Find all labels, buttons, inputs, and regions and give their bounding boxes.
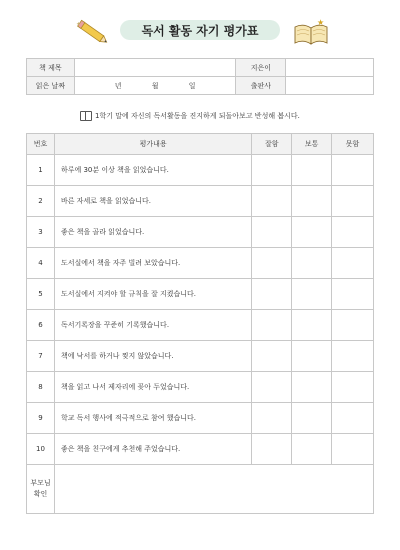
table-row <box>27 186 374 217</box>
parent-check-label <box>27 465 55 514</box>
parent-check-row <box>27 465 374 514</box>
good-check-cell[interactable] <box>252 310 292 341</box>
row-number: 9 <box>27 403 55 434</box>
svg-text:✦: ✦ <box>76 21 82 28</box>
good-check-cell[interactable] <box>252 248 292 279</box>
instruction-text: 1학기 말에 자신의 독서활동을 진지하게 되돌아보고 반성해 봅시다. <box>95 112 300 120</box>
row-content: 학교 독서 행사에 적극적으로 참여 했습니다. <box>54 403 251 434</box>
row-content: 하루에 30분 이상 책을 읽었습니다. <box>54 155 251 186</box>
row-number: 6 <box>27 310 55 341</box>
normal-check-cell[interactable] <box>292 403 332 434</box>
poor-check-cell[interactable] <box>332 217 374 248</box>
row-content: 좋은 책을 골라 읽었습니다. <box>54 217 251 248</box>
parent-check-line1: 부모님 <box>30 479 51 487</box>
normal-check-cell[interactable] <box>292 434 332 465</box>
row-content: 좋은 책을 친구에게 추천해 주었습니다. <box>54 434 251 465</box>
header-content: 평가내용 <box>54 134 251 155</box>
header-good: 잘함 <box>252 134 292 155</box>
table-row <box>27 341 374 372</box>
month-label: 월 <box>151 81 159 90</box>
book-title-label: 책 제목 <box>27 59 75 77</box>
row-number: 1 <box>27 155 55 186</box>
svg-text:★: ★ <box>317 18 325 27</box>
normal-check-cell[interactable] <box>292 279 332 310</box>
normal-check-cell[interactable] <box>292 310 332 341</box>
table-header-row <box>27 134 374 155</box>
table-row <box>27 279 374 310</box>
day-label: 일 <box>188 81 196 90</box>
normal-check-cell[interactable] <box>292 341 332 372</box>
row-number: 2 <box>27 186 55 217</box>
good-check-cell[interactable] <box>252 217 292 248</box>
row-content: 책에 낙서를 하거나 찢지 않았습니다. <box>54 341 251 372</box>
row-content: 도서실에서 지켜야 할 규칙을 잘 지켰습니다. <box>54 279 251 310</box>
pencil-icon <box>74 18 112 46</box>
good-check-cell[interactable] <box>252 434 292 465</box>
publisher-label: 출판사 <box>236 77 286 95</box>
evaluation-table <box>26 133 374 514</box>
poor-check-cell[interactable] <box>332 248 374 279</box>
poor-check-cell[interactable] <box>332 341 374 372</box>
normal-check-cell[interactable] <box>292 372 332 403</box>
good-check-cell[interactable] <box>252 341 292 372</box>
page-title: 독서 활동 자기 평가표 <box>141 24 259 38</box>
author-field[interactable] <box>286 59 374 77</box>
publisher-field[interactable] <box>286 77 374 95</box>
table-row <box>27 217 374 248</box>
good-check-cell[interactable] <box>252 279 292 310</box>
book-title-field[interactable] <box>74 59 236 77</box>
table-row <box>27 310 374 341</box>
normal-check-cell[interactable] <box>292 248 332 279</box>
row-number: 8 <box>27 372 55 403</box>
read-date-field[interactable] <box>74 77 236 95</box>
table-row <box>27 403 374 434</box>
poor-check-cell[interactable] <box>332 372 374 403</box>
book-info-table <box>26 58 374 95</box>
table-row <box>27 248 374 279</box>
row-content: 도서실에서 책을 자주 빌려 보았습니다. <box>54 248 251 279</box>
normal-check-cell[interactable] <box>292 186 332 217</box>
row-number: 7 <box>27 341 55 372</box>
row-content: 바른 자세로 책을 읽었습니다. <box>54 186 251 217</box>
table-row <box>27 372 374 403</box>
poor-check-cell[interactable] <box>332 403 374 434</box>
normal-check-cell[interactable] <box>292 217 332 248</box>
row-number: 3 <box>27 217 55 248</box>
row-number: 10 <box>27 434 55 465</box>
good-check-cell[interactable] <box>252 403 292 434</box>
row-number: 4 <box>27 248 55 279</box>
parent-check-line2: 확인 <box>33 490 48 498</box>
poor-check-cell[interactable] <box>332 186 374 217</box>
instruction-note <box>80 111 380 121</box>
header-poor: 못함 <box>332 134 374 155</box>
row-content: 책을 읽고 나서 제자리에 꽂아 두었습니다. <box>54 372 251 403</box>
book-icon <box>80 111 92 121</box>
open-book-icon <box>292 17 330 47</box>
poor-check-cell[interactable] <box>332 310 374 341</box>
parent-signature-field[interactable] <box>54 465 373 514</box>
good-check-cell[interactable] <box>252 186 292 217</box>
table-row <box>27 155 374 186</box>
row-content: 독서기록장을 꾸준히 기록했습니다. <box>54 310 251 341</box>
poor-check-cell[interactable] <box>332 155 374 186</box>
normal-check-cell[interactable] <box>292 155 332 186</box>
poor-check-cell[interactable] <box>332 434 374 465</box>
poor-check-cell[interactable] <box>332 279 374 310</box>
row-number: 5 <box>27 279 55 310</box>
year-label: 년 <box>114 81 122 90</box>
author-label: 지은이 <box>236 59 286 77</box>
good-check-cell[interactable] <box>252 372 292 403</box>
page-header <box>0 0 400 52</box>
read-date-label: 읽은 날짜 <box>27 77 75 95</box>
header-number: 번호 <box>27 134 55 155</box>
good-check-cell[interactable] <box>252 155 292 186</box>
header-normal: 보통 <box>292 134 332 155</box>
table-row <box>27 434 374 465</box>
